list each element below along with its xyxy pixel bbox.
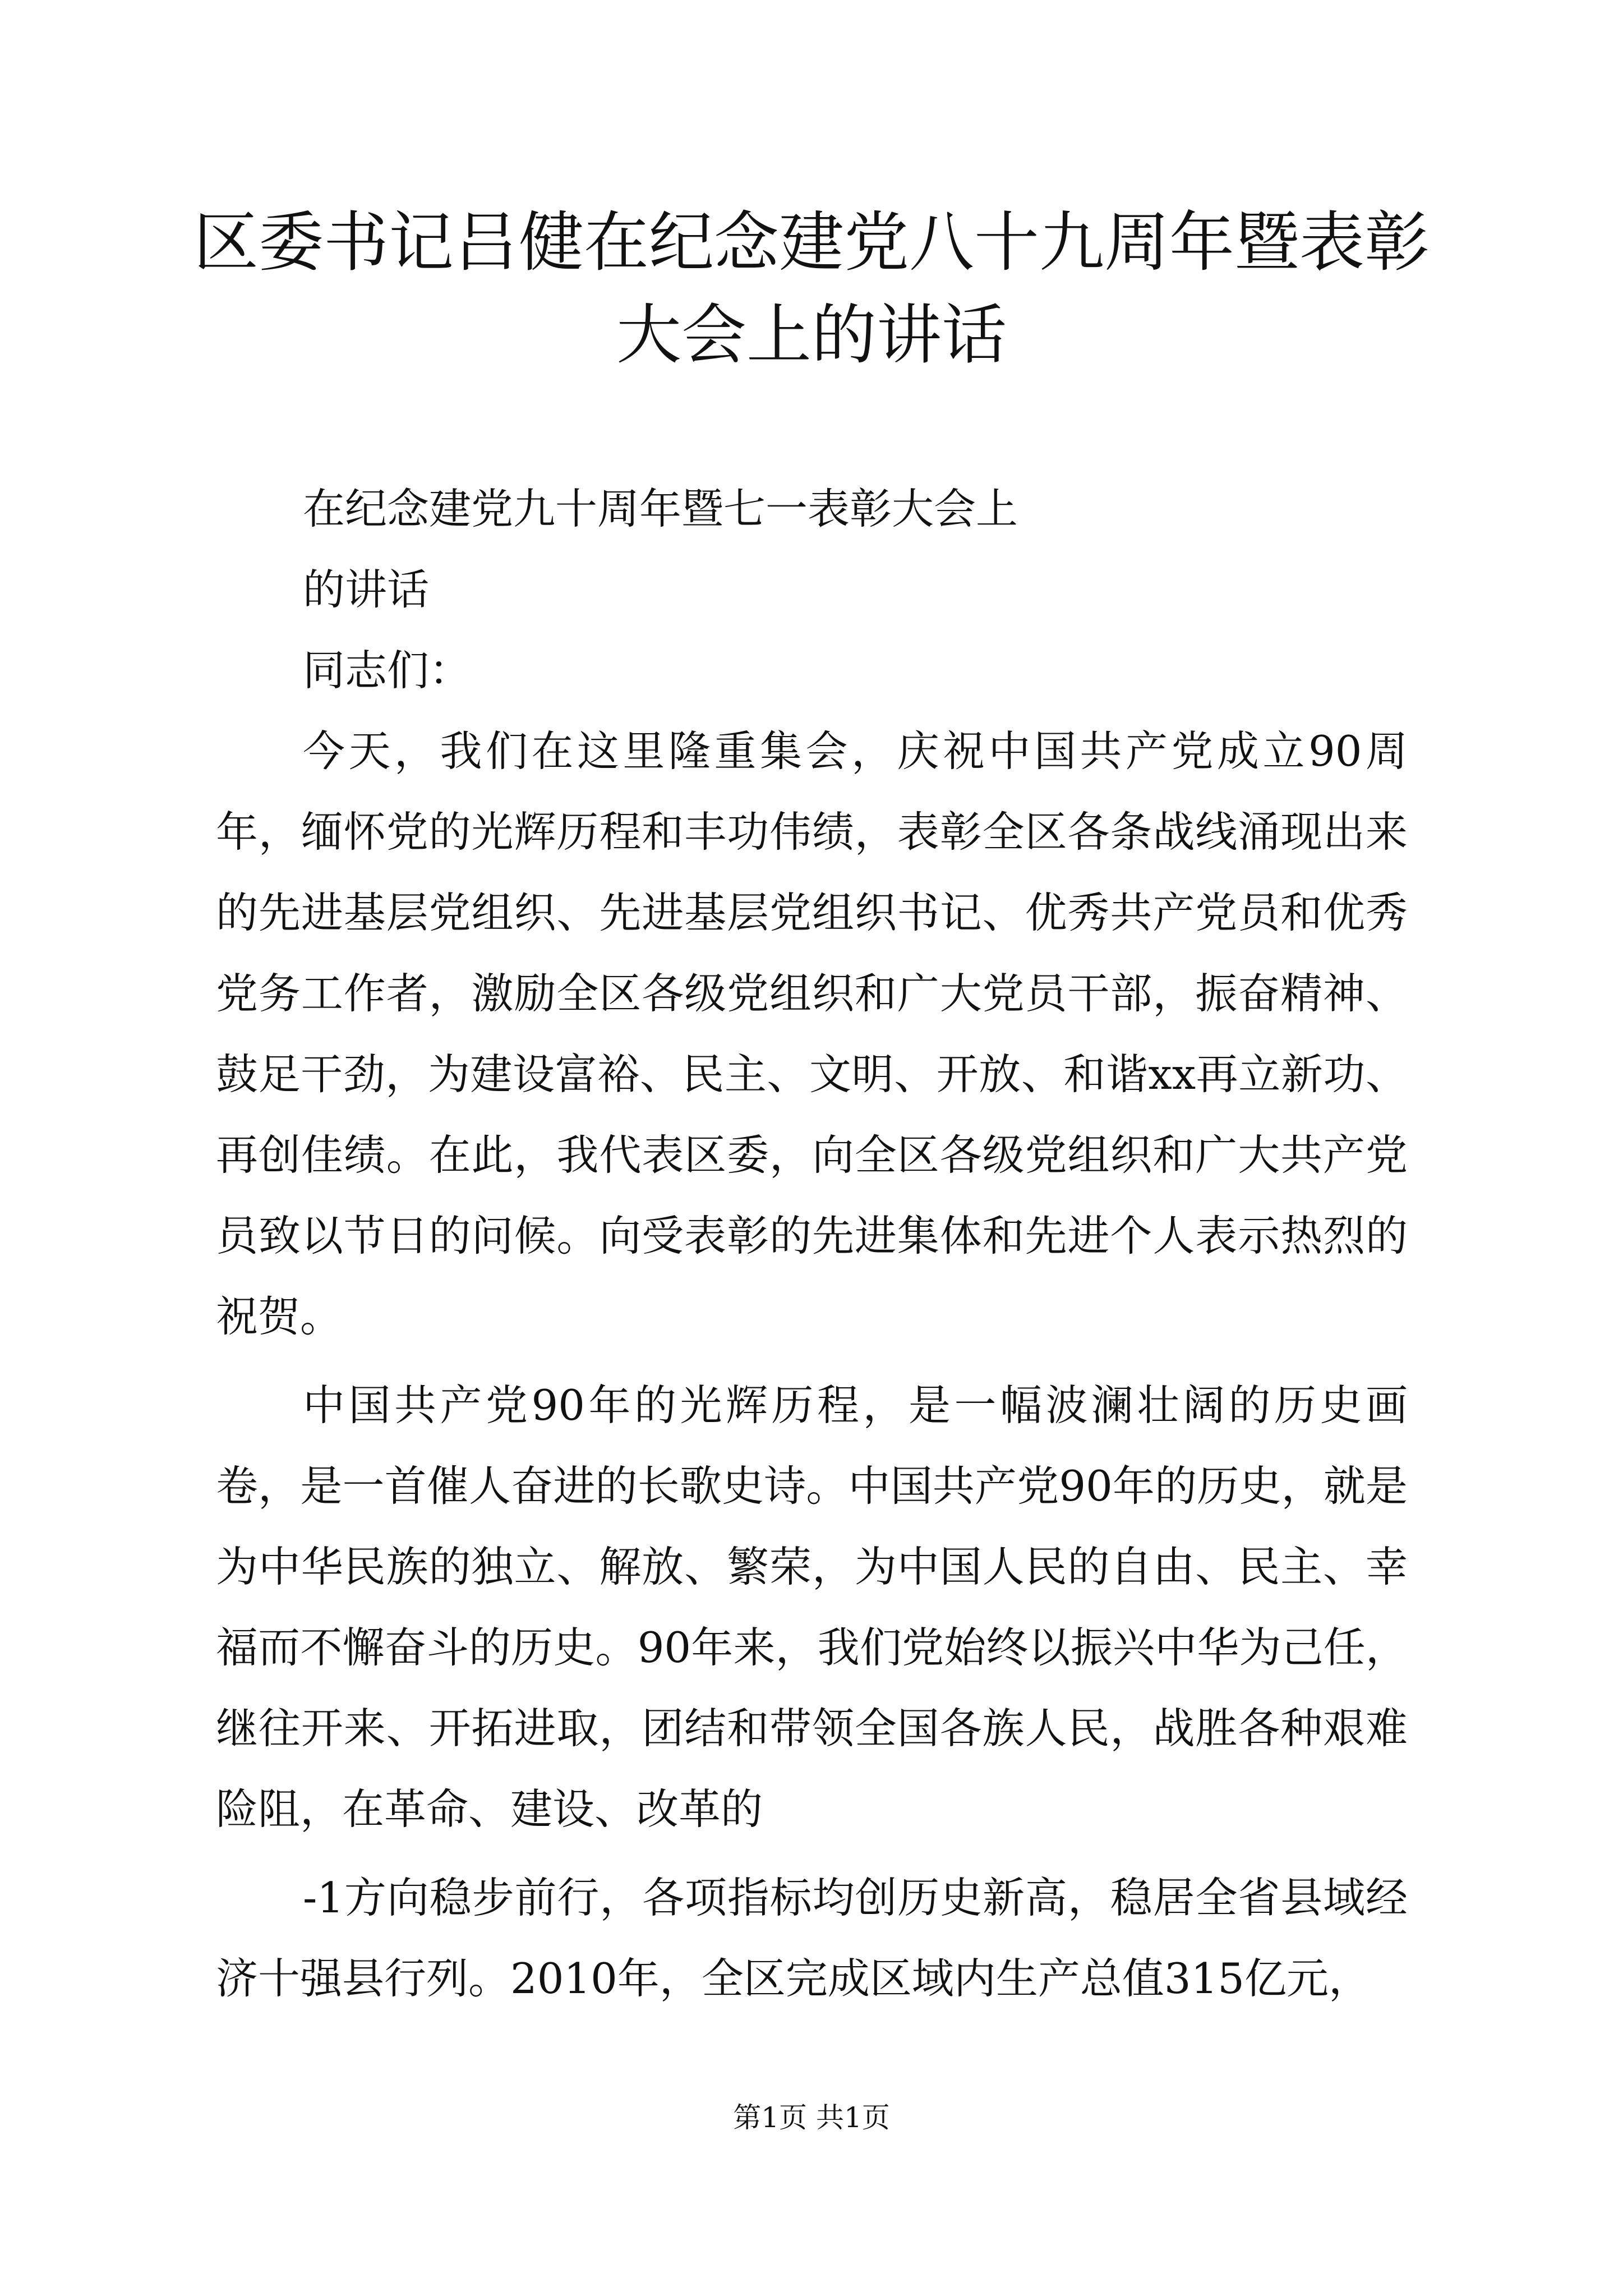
paragraph-3: -1方向稳步前行，各项指标均创历史新高，稳居全省县域经济十强县行列。2010年，全区完成区域内生产总值315亿元， xyxy=(216,1873,1408,2003)
document-body xyxy=(216,468,1408,2019)
salutation: 同志们： xyxy=(303,646,472,695)
subtitle-line-1: 在纪念建党九十周年暨七一表彰大会上 xyxy=(303,484,1018,533)
subtitle-line-2: 的讲话 xyxy=(303,565,430,614)
paragraph-2: 中国共产党90年的光辉历程，是一幅波澜壮阔的历史画卷，是一首催人奋进的长歌史诗。中国共产党90年的历史，就是为中华民族的独立、解放、繁荣，为中国人民的自由、民主、幸福而不懈奋斗的历史。90年来，我们党始终以振兴中华为己任，继往开来、开拓进取，团结和带领全国各族人民，战胜各种艰难险阻，在革命、建设、改革的 xyxy=(216,1381,1408,1834)
paragraph-1: 今天，我们在这里隆重集会，庆祝中国共产党成立90周年，缅怀党的光辉历程和丰功伟绩，表彰全区各条战线涌现出来的先进基层党组织、先进基层党组织书记、优秀共产党员和优秀党务工作者，激励全区各级党组织和广大党员干部，振奋精神、鼓足干劲，为建设富裕、民主、文明、开放、和谐xx再立新功、再创佳绩。在此，我代表区委，向全区各级党组织和广大共产党员致以节日的问候。向受表彰的先进集体和先进个人表示热烈的祝贺。 xyxy=(216,726,1408,1341)
document-title: 区委书记吕健在纪念建党八十九周年暨表彰大会上的讲话 xyxy=(193,205,1430,373)
page-number-footer: 第1页 共1页 xyxy=(733,2101,890,2134)
